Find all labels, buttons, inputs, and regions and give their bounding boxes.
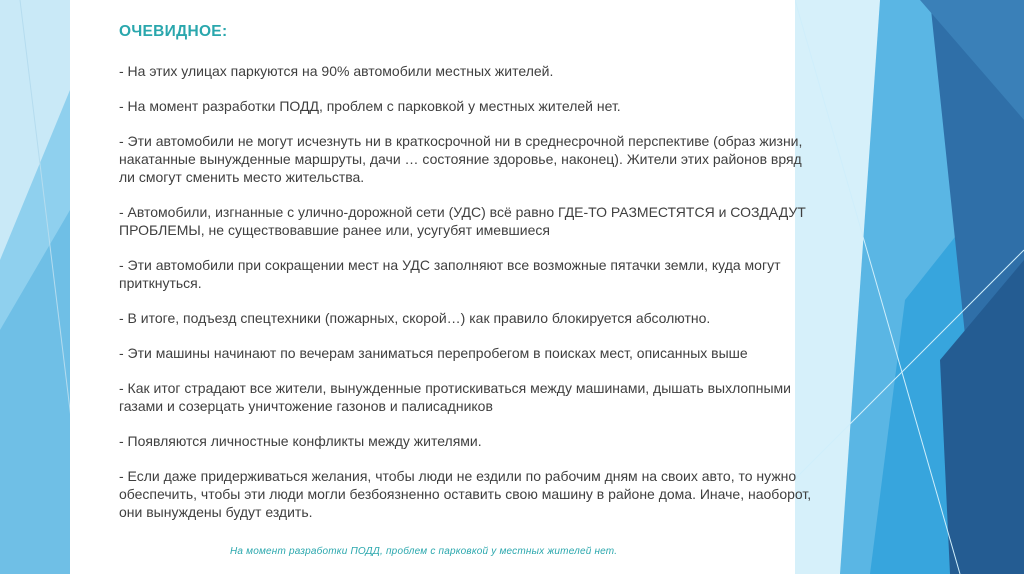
paragraph-residents-suffer: - Как итог страдают все жители, вынужденные протискиваться между машинами, дышать выхлопными газами и созерцать уничтожение газонов и палисадников [119, 380, 792, 414]
slide-footer-note: На момент разработки ПОДД, проблем с парковкой у местных жителей нет. [230, 546, 618, 557]
paragraph-evening-search: - Эти машины начинают по вечерам заниматься перепробегом в поисках мест, описанных выше [119, 345, 748, 361]
paragraph-conflicts: - Появляются личностные конфликты между жителями. [119, 433, 482, 449]
paragraph-fill-spaces: - Эти автомобили при сокращении мест на УДС заполняют все возможные пятачки земли, куда могут приткнуться. [119, 257, 781, 291]
paragraph-emergency-access: - В итоге, подъезд спецтехники (пожарных, скорой…) как правило блокируется абсолютно. [119, 310, 711, 326]
paragraph-displaced-cars [119, 203, 819, 239]
paragraph-displaced-cars-before: - Автомобили, изгнанные с улично-дорожной сети (УДС) всё равно [119, 204, 559, 220]
slide-content [119, 22, 819, 538]
paragraph-parking-share: - На этих улицах паркуются на 90% автомобили местных жителей. [119, 63, 554, 79]
slide-heading: ОЧЕВИДНОЕ: [119, 23, 228, 40]
paragraph-displaced-cars-emphasis: ГДЕ-ТО РАЗМЕСТЯТСЯ и СОЗДАДУТ ПРОБЛЕМЫ [119, 204, 806, 238]
paragraph-if-even: - Если даже придерживаться желания, чтобы люди не ездили по рабочим дням на своих авто, то нужно обеспечить, чтобы эти люди могли безбоязненно оставить свою машину в районе дома. Иначе, наоборот, они вынуждены будут ездить. [119, 468, 812, 520]
paragraph-displaced-cars-after: , не существовавшие ранее или, усугубят имевшиеся [200, 222, 550, 238]
paragraph-cannot-disappear: - Эти автомобили не могут исчезнуть ни в краткосрочной ни в среднесрочной перспективе (образ жизни, накатанные вынужденные маршруты, дачи … состояние здоровье, наконец). Жители этих районов вряд ли смогут сменить место жительства. [119, 133, 803, 185]
paragraph-no-problem: - На момент разработки ПОДД, проблем с парковкой у местных жителей нет. [119, 98, 621, 114]
